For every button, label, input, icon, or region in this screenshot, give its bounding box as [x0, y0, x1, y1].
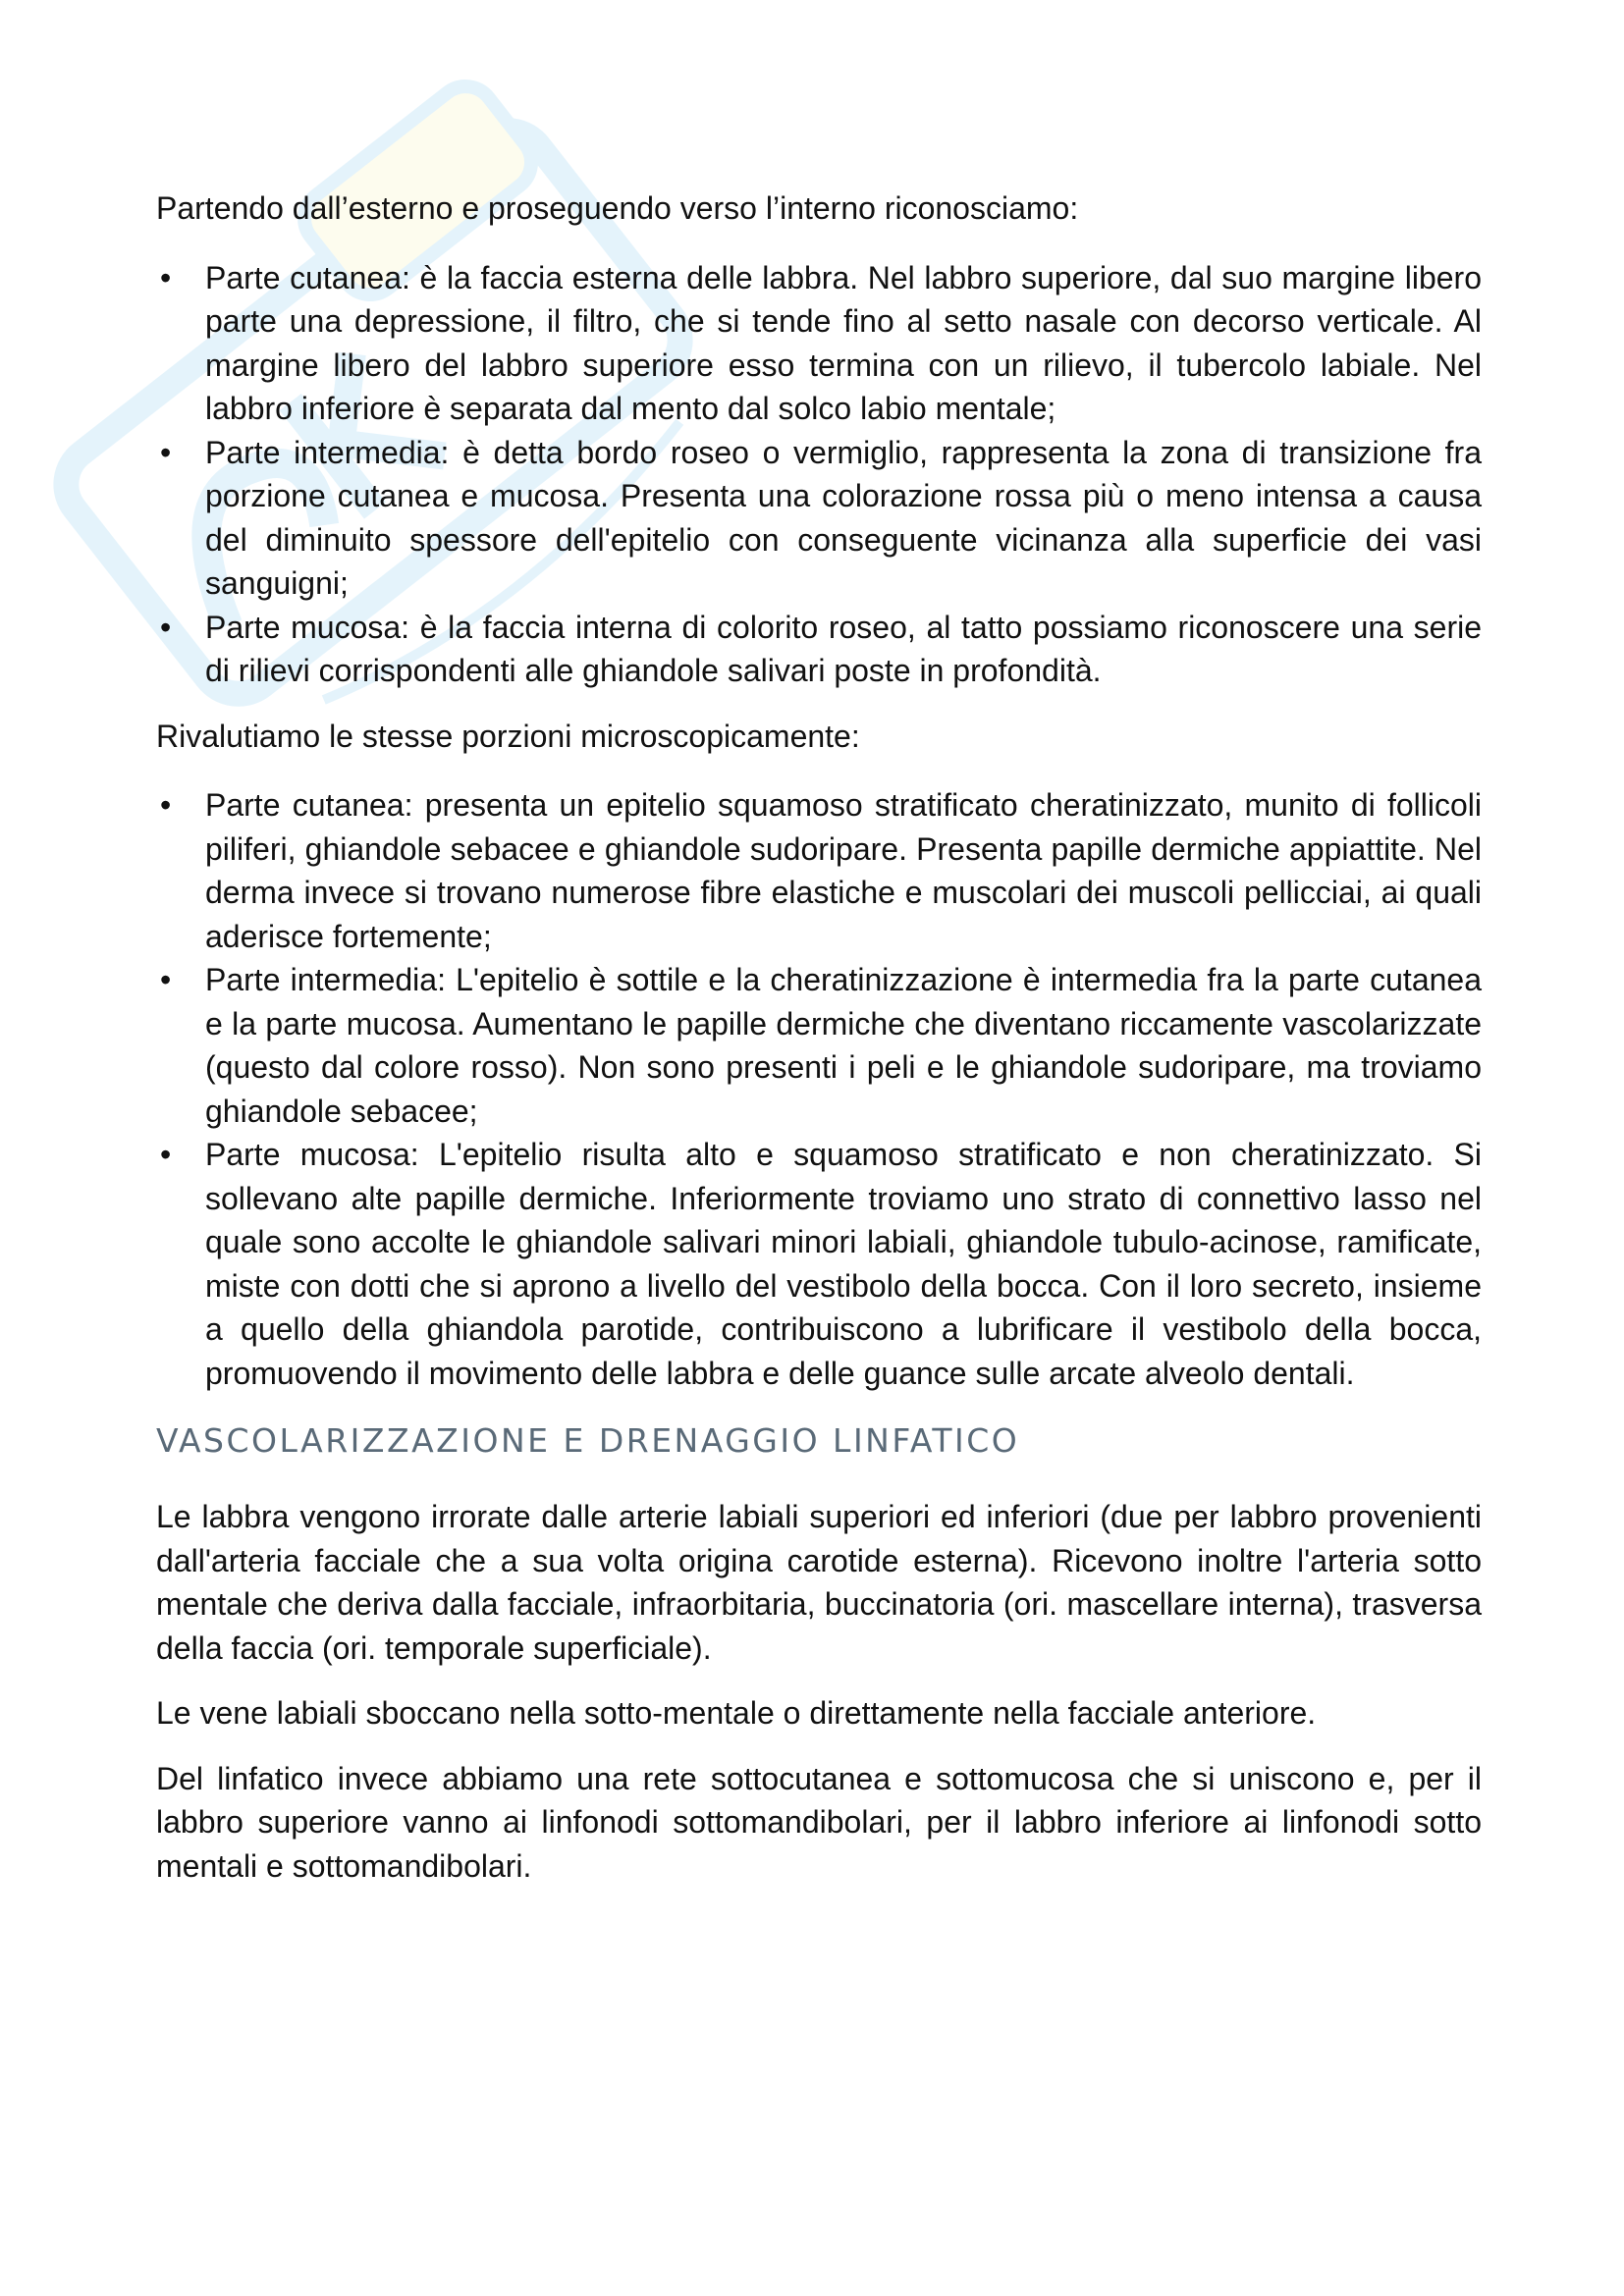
bullet-icon: •	[160, 1137, 172, 1172]
list-item-text: Parte cutanea: presenta un epitelio squamoso stratificato cheratinizzato, munito di follicoli piliferi, ghiandole sebacee e ghiandole sudoripare. Presenta papille dermiche appiattite. Nel derma invece si trovano numerose fibre elastiche e muscolari dei muscoli pellicciai, ai quali aderisce fortemente;	[205, 787, 1482, 954]
external-parts-list	[156, 256, 1482, 693]
paragraph-veins: Le vene labiali sboccano nella sotto-mentale o direttamente nella facciale anteriore.	[156, 1695, 1317, 1731]
section-heading-vascularization: VASCOLARIZZAZIONE E DRENAGGIO LINFATICO	[156, 1421, 1020, 1460]
list-item	[156, 1133, 1482, 1395]
list-item-text: Parte cutanea: è la faccia esterna delle labbra. Nel labbro superiore, dal suo margine libero parte una depressione, il filtro, che si tende fino al setto nasale con decorso verticale. Al margine libero del labbro superiore esso termina con un rilievo, il tubercolo labiale. Nel labbro inferiore è separata dal mento dal solco labio mentale;	[205, 259, 1482, 426]
list-item-text: Parte intermedia: L'epitelio è sottile e la cheratinizzazione è intermedia fra la parte cutanea e la parte mucosa. Aumentano le papille dermiche che diventano riccamente vascolarizzate (questo dal colore rosso). Non sono presenti i peli e le ghiandole sudoripare, ma troviamo ghiandole sebacee;	[205, 962, 1482, 1129]
bullet-icon: •	[160, 259, 172, 295]
section1-intro: Partendo dall’esterno e proseguendo verso l’interno riconosciamo:	[156, 190, 1079, 226]
bullet-icon: •	[160, 434, 172, 470]
list-item	[156, 256, 1482, 431]
list-item	[156, 606, 1482, 693]
paragraph-arteries: Le labbra vengono irrorate dalle arterie labiali superiori ed inferiori (due per labbro provenienti dall'arteria facciale che a sua volta origina carotide esterna). Ricevono inoltre l'arteria sotto mentale che deriva dalla facciale, infraorbitaria, buccinatoria (ori. mascellare interna), trasversa della faccia (ori. temporale superficiale).	[156, 1499, 1482, 1666]
bullet-icon: •	[160, 609, 172, 645]
microscopic-parts-list	[156, 783, 1482, 1395]
paragraph-lymphatics: Del linfatico invece abbiamo una rete sottocutanea e sottomucosa che si uniscono e, per il labbro superiore vanno ai linfonodi sottomandibolari, per il labbro inferiore ai linfonodi sotto mentali e sottomandibolari.	[156, 1760, 1482, 1884]
list-item	[156, 783, 1482, 958]
section2-intro: Rivalutiamo le stesse porzioni microscopicamente:	[156, 718, 860, 754]
bullet-icon: •	[160, 787, 172, 823]
list-item	[156, 431, 1482, 606]
list-item-text: Parte mucosa: è la faccia interna di colorito roseo, al tatto possiamo riconoscere una serie di rilievi corrispondenti alle ghiandole salivari poste in profondità.	[205, 609, 1482, 688]
document-body	[156, 187, 1482, 1909]
list-item	[156, 958, 1482, 1133]
list-item-text: Parte mucosa: L'epitelio risulta alto e squamoso stratificato e non cheratinizzato. Si sollevano alte papille dermiche. Inferiormente troviamo uno strato di connettivo lasso nel quale sono accolte le ghiandole salivari minori labiali, ghiandole tubulo-acinose, ramificate, miste con dotti che si aprono a livello del vestibolo della bocca. Con il loro secreto, insieme a quello della ghiandola parotide, contribuiscono a lubrificare il vestibolo della bocca, promuovendo il movimento delle labbra e delle guance sulle arcate alveolo dentali.	[205, 1137, 1482, 1391]
list-item-text: Parte intermedia: è detta bordo roseo o vermiglio, rappresenta la zona di transizione fra porzione cutanea e mucosa. Presenta una colorazione rossa più o meno intensa a causa del diminuito spessore dell'epitelio con conseguente vicinanza alla superficie dei vasi sanguigni;	[205, 434, 1482, 601]
bullet-icon: •	[160, 962, 172, 997]
